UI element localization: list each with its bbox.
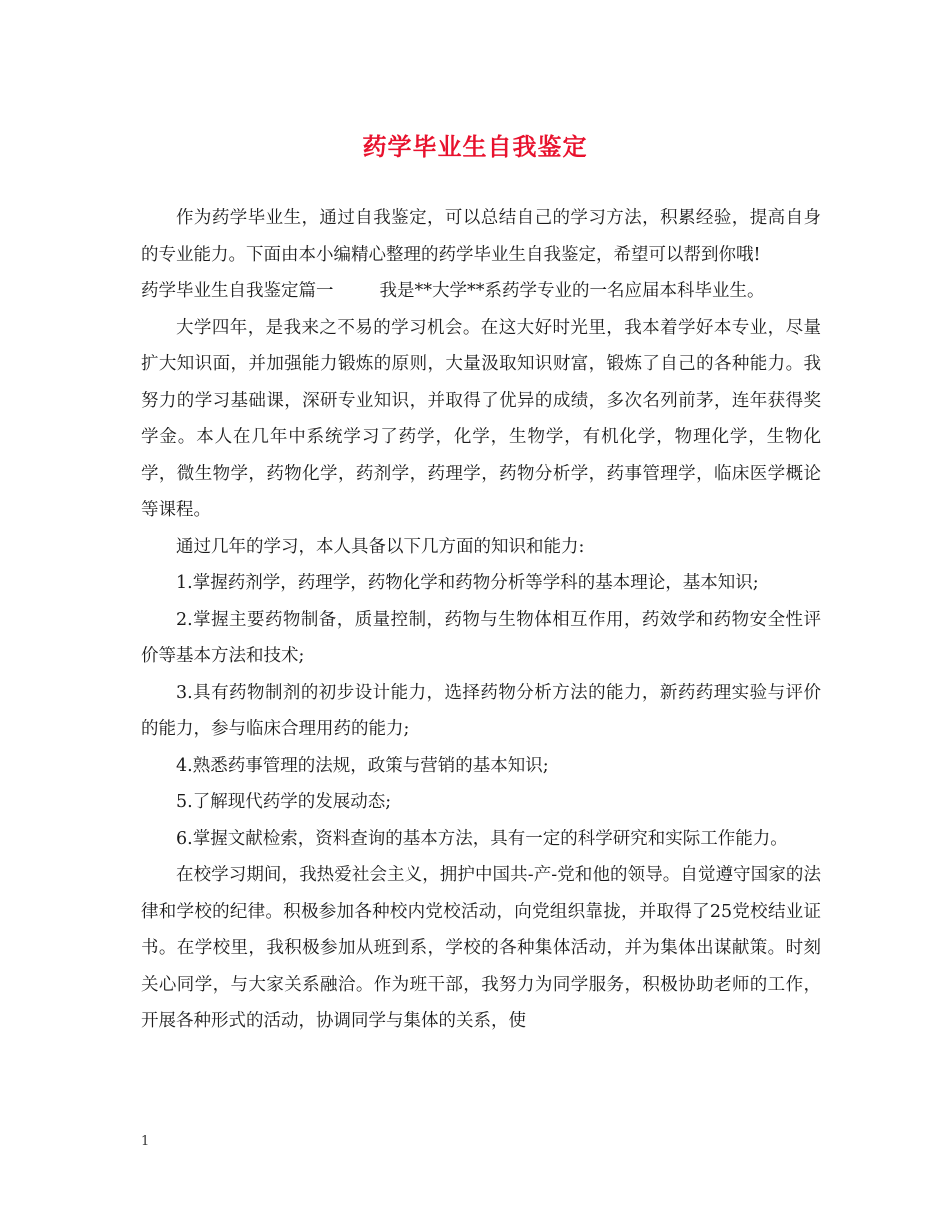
intro-paragraph: 作为药学毕业生，通过自我鉴定，可以总结自己的学习方法，积累经验，提高自身的专业能力。下面由本小编精心整理的药学毕业生自我鉴定，希望可以帮到你哦! xyxy=(141,208,821,265)
ability-item-3: 3.具有药物制剂的初步设计能力，选择药物分析方法的能力，新药药理实验与评价的能力，参与临床合理用药的能力; xyxy=(141,682,821,739)
section-line xyxy=(141,273,821,310)
section-opening: 我是**大学**系药学专业的一名应届本科毕业生。 xyxy=(379,281,765,301)
page-number: 1 xyxy=(141,1134,150,1149)
ability-item-1: 1.掌握药剂学，药理学，药物化学和药物分析等学科的基本理论，基本知识; xyxy=(176,573,759,593)
ability-item-6: 6.掌握文献检索，资料查询的基本方法，具有一定的科学研究和实际工作能力。 xyxy=(176,828,788,849)
ability-item-2: 2.掌握主要药物制备，质量控制，药物与生物体相互作用，药效学和药物安全性评价等基本方法和技术; xyxy=(141,609,821,666)
document-title: 药学毕业生自我鉴定 xyxy=(362,132,588,161)
study-paragraph: 大学四年，是我来之不易的学习机会。在这大好时光里，我本着学好本专业，尽量扩大知识面，并加强能力锻炼的原则，大量汲取知识财富，锻炼了自己的各种能力。我努力的学习基础课，深研专业知识，并取得了优异的成绩，多次名列前茅，连年获得奖学金。本人在几年中系统学习了药学，化学，生物学，有机化学，物理化学，生物化学，微生物学，药物化学，药剂学，药理学，药物分析学，药事管理学，临床医学概论等课程。 xyxy=(141,317,821,520)
ability-item-5: 5.了解现代药学的发展动态; xyxy=(176,792,392,812)
ability-item-4: 4.熟悉药事管理的法规，政策与营销的基本知识; xyxy=(176,755,549,776)
section-heading: 药学毕业生自我鉴定篇一 xyxy=(141,281,334,301)
abilities-intro: 通过几年的学习，本人具备以下几方面的知识和能力: xyxy=(176,536,585,557)
document-body xyxy=(141,200,821,1040)
campus-paragraph: 在校学习期间，我热爱社会主义，拥护中国共-产-党和他的领导。自觉遵守国家的法律和学校的纪律。积极参加各种校内党校活动，向党组织靠拢，并取得了25党校结业证书。在学校里，我积极参加从班到系，学校的各种集体活动，并为集体出谋献策。时刻关心同学，与大家关系融洽。作为班干部，我努力为同学服务，积极协助老师的工作，开展各种形式的活动，协调同学与集体的关系，使 xyxy=(141,865,821,1031)
